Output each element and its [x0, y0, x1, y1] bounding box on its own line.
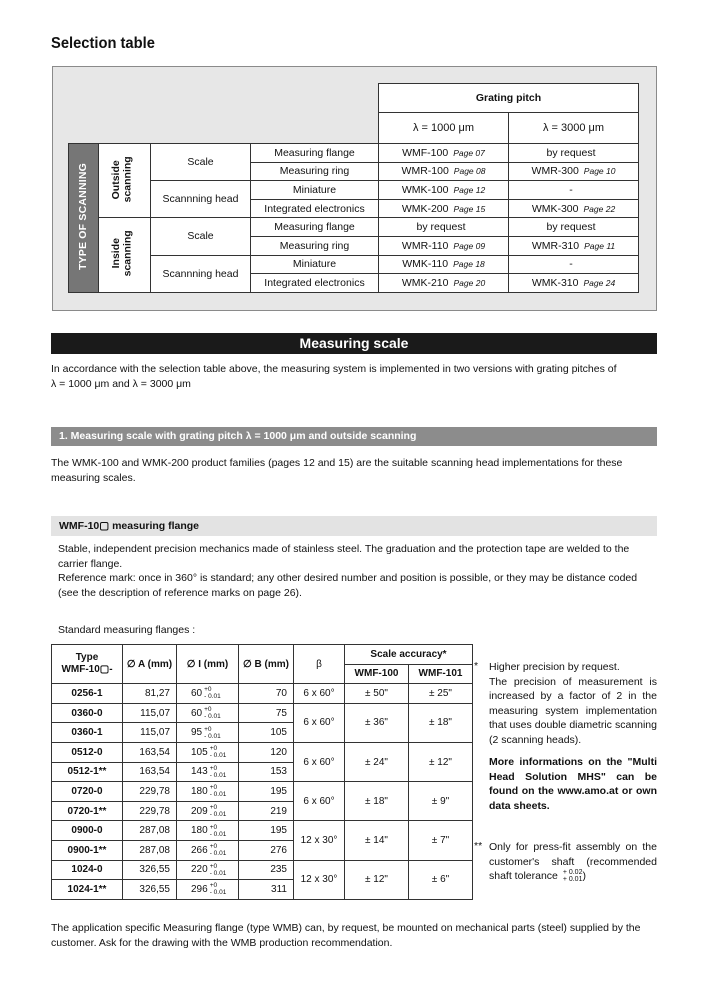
- note-star-1: *: [474, 660, 479, 672]
- accuracy-wmf101-cell: ± 12": [409, 742, 473, 781]
- cell: WMK-310 Page 24: [509, 274, 639, 293]
- table-row: [52, 684, 473, 704]
- i-header: ∅ I (mm): [177, 645, 239, 684]
- flanges-table: [51, 644, 473, 900]
- accuracy-wmf101-cell: ± 9": [409, 782, 473, 821]
- type-cell: 0360-1: [52, 723, 123, 743]
- item-label: Measuring ring: [251, 236, 379, 255]
- b-cell: 219: [239, 801, 294, 821]
- inside-scanning-label: Inside scanning: [99, 218, 151, 292]
- i-cell: 209 +0 - 0.01: [177, 801, 239, 821]
- a-cell: 81,27: [123, 684, 177, 704]
- wmf101-header: WMF-101: [409, 664, 473, 684]
- grating-pitch-header: Grating pitch: [379, 84, 639, 113]
- a-cell: 163,54: [123, 762, 177, 782]
- i-cell: 95 +0 - 0.01: [177, 723, 239, 743]
- b-cell: 195: [239, 821, 294, 841]
- type-cell: 0512-0: [52, 742, 123, 762]
- accuracy-wmf100-cell: ± 18": [345, 782, 409, 821]
- scanning-head-label: Scannning head: [151, 181, 251, 218]
- b-cell: 70: [239, 684, 294, 704]
- beta-header: β: [294, 645, 345, 684]
- lambda-1000-header: λ = 1000 μm: [379, 113, 509, 144]
- table-row: [69, 113, 639, 144]
- table-row: [52, 703, 473, 723]
- type-cell: 0720-0: [52, 782, 123, 802]
- note-star-2: **: [474, 840, 483, 852]
- table-row: [52, 860, 473, 880]
- cell: by request: [379, 218, 509, 237]
- beta-cell: 6 x 60°: [294, 782, 345, 821]
- footer-text: The application specific Measuring flange (type WMB) can, by request, be mounted on mechanical parts (steel) supplied by the customer. Ask for the drawing with the WMB production recommendation.: [51, 922, 641, 949]
- flange-section-header: WMF-10▢ measuring flange: [51, 516, 657, 536]
- beta-cell: 12 x 30°: [294, 860, 345, 899]
- b-cell: 75: [239, 703, 294, 723]
- cell: by request: [509, 218, 639, 237]
- table-row: [69, 255, 639, 274]
- accuracy-wmf101-cell: ± 7": [409, 821, 473, 860]
- b-header: ∅ B (mm): [239, 645, 294, 684]
- a-cell: 326,55: [123, 860, 177, 880]
- item-label: Measuring flange: [251, 144, 379, 163]
- table-row: [69, 144, 639, 163]
- a-cell: 115,07: [123, 723, 177, 743]
- accuracy-wmf101-cell: ± 25": [409, 684, 473, 704]
- a-cell: 229,78: [123, 801, 177, 821]
- type-cell: 0900-0: [52, 821, 123, 841]
- accuracy-wmf100-cell: ± 36": [345, 703, 409, 742]
- i-cell: 105 +0 - 0.01: [177, 742, 239, 762]
- intro-text: In accordance with the selection table above, the measuring system is implemented in two versions with grating pitches of λ = 1000 μm and λ = 3000 μm: [51, 363, 617, 390]
- item-label: Measuring ring: [251, 162, 379, 181]
- cell: -: [509, 181, 639, 200]
- accuracy-wmf101-cell: ± 6": [409, 860, 473, 899]
- accuracy-wmf100-cell: ± 50": [345, 684, 409, 704]
- flange-description: Stable, independent precision mechanics made of stainless steel. The graduation and the protection tape are welded to the carrier flange.: [58, 543, 630, 570]
- cell: WMK-210 Page 20: [379, 274, 509, 293]
- selection-table: [68, 83, 639, 293]
- b-cell: 153: [239, 762, 294, 782]
- table-row: [52, 782, 473, 802]
- type-header: Type WMF-10▢-: [52, 645, 123, 684]
- beta-cell: 12 x 30°: [294, 821, 345, 860]
- type-cell: 1024-1**: [52, 880, 123, 900]
- type-cell: 0512-1**: [52, 762, 123, 782]
- scale-label: Scale: [151, 218, 251, 255]
- i-cell: 60 +0 - 0.01: [177, 703, 239, 723]
- cell: WMK-200 Page 15: [379, 199, 509, 218]
- standard-flanges-label: Standard measuring flanges :: [58, 624, 196, 636]
- beta-cell: 6 x 60°: [294, 703, 345, 742]
- cell: WMR-110 Page 09: [379, 236, 509, 255]
- cell: by request: [509, 144, 639, 163]
- type-of-scanning-label: TYPE OF SCANNING: [69, 144, 99, 293]
- type-cell: 0256-1: [52, 684, 123, 704]
- table-row: [52, 821, 473, 841]
- type-cell: 0720-1**: [52, 801, 123, 821]
- table-row: [69, 181, 639, 200]
- outside-scanning-label: Outside scanning: [99, 144, 151, 218]
- i-cell: 296 +0 - 0.01: [177, 880, 239, 900]
- b-cell: 195: [239, 782, 294, 802]
- a-cell: 163,54: [123, 742, 177, 762]
- section-1-header: 1. Measuring scale with grating pitch λ = 1000 μm and outside scanning: [51, 427, 657, 446]
- note-1: Higher precision by request. The precision of measurement is increased by a factor of 2 in the measuring system implementation that uses double diametric scanning (2 scanning heads). More informations on the "Multi Head Solution MHS" can be found on the www.amo.at or own data sheets.: [489, 661, 657, 812]
- table-row: [52, 742, 473, 762]
- reference-mark-text: Reference mark: once in 360° is standard; any other desired number and position is possible, or they may be distance coded (see the description of reference marks on page 26).: [58, 572, 638, 599]
- accuracy-wmf100-cell: ± 12": [345, 860, 409, 899]
- table-row: [69, 84, 639, 113]
- page-title: Selection table: [51, 35, 155, 52]
- cell: WMR-300 Page 10: [509, 162, 639, 181]
- item-label: Miniature: [251, 255, 379, 274]
- i-cell: 143 +0 - 0.01: [177, 762, 239, 782]
- item-label: Integrated electronics: [251, 274, 379, 293]
- item-label: Measuring flange: [251, 218, 379, 237]
- accuracy-wmf100-cell: ± 14": [345, 821, 409, 860]
- i-cell: 60 +0 - 0.01: [177, 684, 239, 704]
- measuring-scale-banner: Measuring scale: [51, 333, 657, 354]
- i-cell: 180 +0 - 0.01: [177, 782, 239, 802]
- b-cell: 276: [239, 840, 294, 860]
- type-cell: 0900-1**: [52, 840, 123, 860]
- cell: WMF-100 Page 07: [379, 144, 509, 163]
- cell: WMR-310 Page 11: [509, 236, 639, 255]
- cell: WMR-100 Page 08: [379, 162, 509, 181]
- table-row: [52, 645, 473, 665]
- beta-cell: 6 x 60°: [294, 742, 345, 781]
- b-cell: 235: [239, 860, 294, 880]
- item-label: Miniature: [251, 181, 379, 200]
- b-cell: 120: [239, 742, 294, 762]
- note-2: Only for press-fit assembly on the customer's shaft (recommended shaft tolerance + 0.02 + 0.01 ): [489, 841, 657, 884]
- cell: WMK-110 Page 18: [379, 255, 509, 274]
- scanning-head-label: Scannning head: [151, 255, 251, 292]
- i-cell: 220 +0 - 0.01: [177, 860, 239, 880]
- b-cell: 105: [239, 723, 294, 743]
- a-cell: 287,08: [123, 840, 177, 860]
- accuracy-wmf100-cell: ± 24": [345, 742, 409, 781]
- type-cell: 1024-0: [52, 860, 123, 880]
- lambda-3000-header: λ = 3000 μm: [509, 113, 639, 144]
- cell: WMK-300 Page 22: [509, 199, 639, 218]
- item-label: Integrated electronics: [251, 199, 379, 218]
- beta-cell: 6 x 60°: [294, 684, 345, 704]
- b-cell: 311: [239, 880, 294, 900]
- a-header: ∅ A (mm): [123, 645, 177, 684]
- accuracy-wmf101-cell: ± 18": [409, 703, 473, 742]
- a-cell: 326,55: [123, 880, 177, 900]
- scale-label: Scale: [151, 144, 251, 181]
- cell: WMK-100 Page 12: [379, 181, 509, 200]
- cell: -: [509, 255, 639, 274]
- type-cell: 0360-0: [52, 703, 123, 723]
- a-cell: 229,78: [123, 782, 177, 802]
- a-cell: 287,08: [123, 821, 177, 841]
- a-cell: 115,07: [123, 703, 177, 723]
- i-cell: 180 +0 - 0.01: [177, 821, 239, 841]
- table-row: [69, 218, 639, 237]
- scale-accuracy-header: Scale accuracy*: [345, 645, 473, 665]
- wmf100-header: WMF-100: [345, 664, 409, 684]
- i-cell: 266 +0 - 0.01: [177, 840, 239, 860]
- section-1-text: The WMK-100 and WMK-200 product families (pages 12 and 15) are the suitable scanning head implementations for these measuring scales.: [51, 457, 623, 484]
